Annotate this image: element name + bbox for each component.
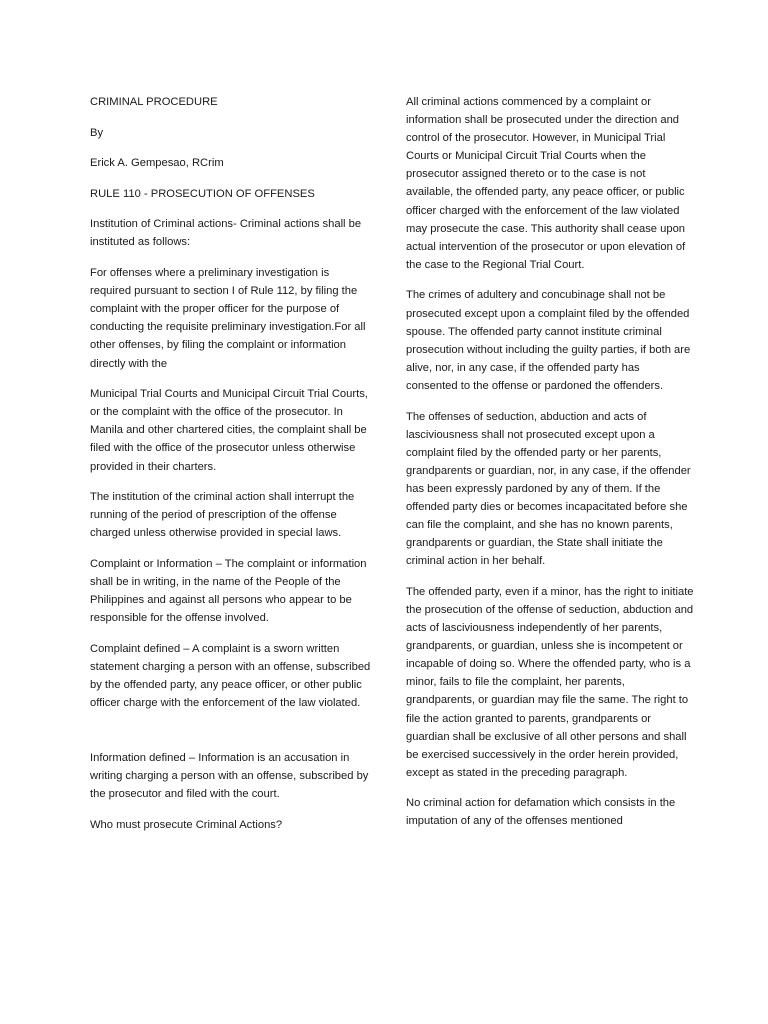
paragraph: Complaint or Information – The complaint or information shall be in writing, in the name of the People of the Philippines and against all persons who appear to be responsible for the offense involved. bbox=[90, 557, 367, 625]
paragraph: The offenses of seduction, abduction and acts of lasciviousness shall not prosecuted except upon a complaint filed by the offended party or her parents, grandparents or guardian, nor, in any case, if the offender has been expressly pardoned by any of them. If the offended party dies or becomes incapacitated before she can file the complaint, and she has no known parents, grandparents or guardian, the State shall initiate the criminal action in her behalf. bbox=[406, 410, 691, 568]
paragraph: The offended party, even if a minor, has the right to initiate the prosecution of the offense of seduction, abduction and acts of lasciviousness independently of her parents, grandparents, or guardian, unless she is incompetent or incapable of doing so. Where the offended party, who is a minor, fails to file the complaint, her parents, grandparents, or guardian may file the same. The right to file the action granted to parents, grandparents or guardian shall be exclusive of all other persons and shall be exercised successively in the order herein provided, except as stated in the preceding paragraph. bbox=[406, 585, 694, 779]
paragraph: The crimes of adultery and concubinage shall not be prosecuted except upon a complaint filed by the offended spouse. The offended party cannot institute criminal prosecution without including the guilty parties, if both are alive, nor, in any case, if the offended party has consented to the offense or pardoned the offenders. bbox=[406, 289, 691, 392]
paragraph: Information defined – Information is an accusation in writing charging a person with an offense, subscribed by the prosecutor and filed with the court. bbox=[90, 752, 369, 801]
paragraph: All criminal actions commenced by a complaint or information shall be prosecuted under the direction and control of the prosecutor. However, in Municipal Trial Courts or Municipal Circuit Trial Courts when the prosecutor assigned thereto or to the case is not available, the offended party, any peace officer, or public officer charged with the enforcement of the law violated may prosecute the case. This authority shall cease upon actual intervention of the prosecutor or upon elevation of the case to the Regional Trial Court. bbox=[406, 96, 686, 271]
right-column bbox=[406, 93, 694, 843]
paragraph: Who must prosecute Criminal Actions? bbox=[90, 818, 283, 831]
paragraph: No criminal action for defamation which consists in the imputation of any of the offenses mentioned bbox=[406, 797, 676, 828]
author-name: Erick A. Gempesao, RCrim bbox=[90, 157, 224, 170]
paragraph: Institution of Criminal actions- Criminal actions shall be instituted as follows: bbox=[90, 218, 362, 249]
paragraph: For offenses where a preliminary investigation is required pursuant to section I of Rule 112, by filing the complaint with the proper officer for the purpose of conducting the requisite preliminary investigation.For all other offenses, by filing the complaint or information directly with the bbox=[90, 267, 366, 370]
byline: By bbox=[90, 126, 104, 139]
paragraph: The institution of the criminal action shall interrupt the running of the period of prescription of the offense charged unless otherwise provided in special laws. bbox=[90, 491, 355, 540]
rule-heading: RULE 110 - PROSECUTION OF OFFENSES bbox=[90, 187, 315, 200]
document-title: CRIMINAL PROCEDURE bbox=[90, 96, 218, 108]
paragraph: Municipal Trial Courts and Municipal Circuit Trial Courts, or the complaint with the office of the prosecutor. In Manila and other chartered cities, the complaint shall be filed with the office of the prosecutor unless otherwise provided in their charters. bbox=[90, 388, 368, 473]
paragraph: Complaint defined – A complaint is a sworn written statement charging a person with an offense, subscribed by the offended party, any peace officer, or other public officer charge with the enforcement of the law violated. bbox=[90, 642, 371, 710]
left-column bbox=[90, 93, 372, 847]
